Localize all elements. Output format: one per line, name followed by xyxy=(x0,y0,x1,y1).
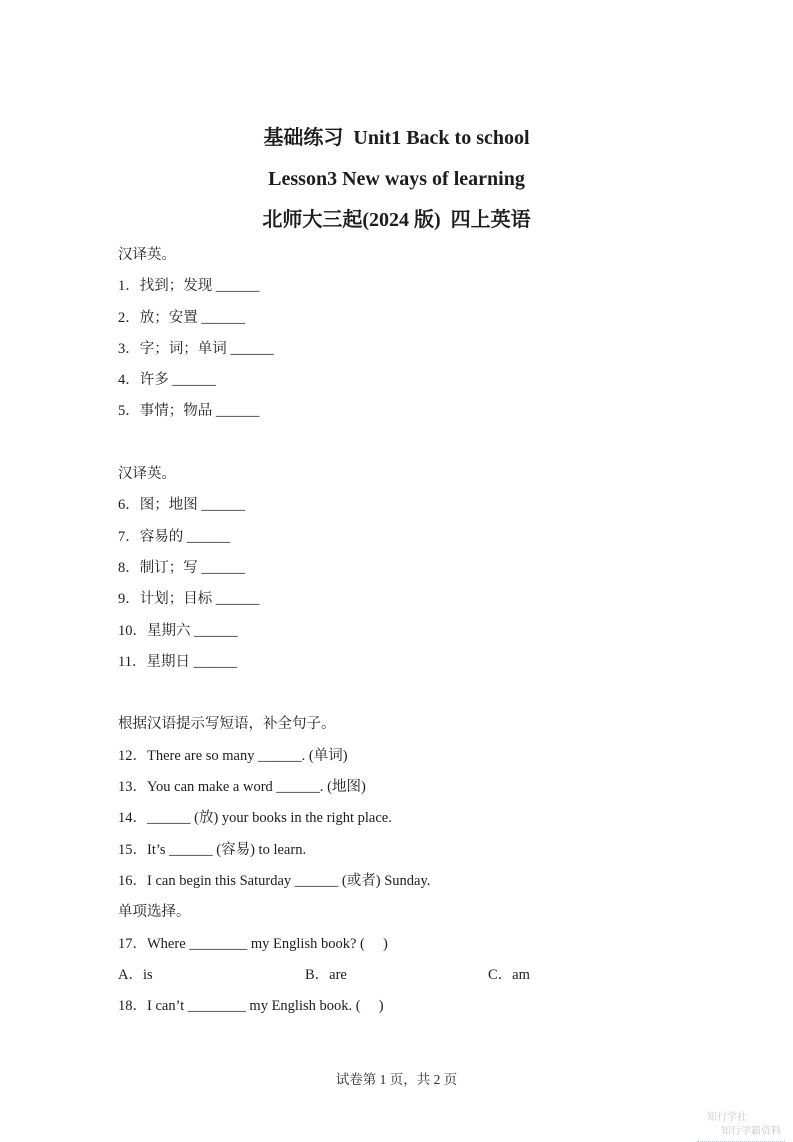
question-number: 3． xyxy=(118,340,140,357)
question-text: 放；安置 ______ xyxy=(139,309,245,326)
question-item-16 xyxy=(118,866,698,897)
question-17-options xyxy=(118,960,698,991)
question-item-3 xyxy=(118,334,698,365)
question-item-7 xyxy=(118,522,698,553)
question-number: 12． xyxy=(118,747,147,764)
question-number: 13． xyxy=(118,779,147,796)
question-number: 7． xyxy=(118,528,140,545)
option-b xyxy=(305,960,488,991)
option-c xyxy=(488,960,530,991)
question-number: 2． xyxy=(118,309,140,326)
question-item-5 xyxy=(118,396,698,427)
question-item-10 xyxy=(118,616,698,647)
document-title-line-1: 基础练习 Unit1 Back to school xyxy=(263,127,530,149)
question-number: 8． xyxy=(118,559,140,576)
question-item-1 xyxy=(118,271,698,302)
question-text: There are so many ______. (单词) xyxy=(147,747,348,764)
option-text: are xyxy=(329,966,347,983)
question-item-14 xyxy=(118,803,698,834)
option-a xyxy=(118,960,305,991)
option-letter: C． xyxy=(488,966,513,983)
question-text: 计划；目标 ______ xyxy=(139,591,260,608)
question-text: 许多 ______ xyxy=(139,372,216,389)
question-text: 事情；物品 ______ xyxy=(139,403,260,420)
question-item-15 xyxy=(118,835,698,866)
question-text: Where ________ my English book? ( ) xyxy=(147,935,388,952)
question-number: 10． xyxy=(118,622,147,639)
section-heading-1: 汉译英。 xyxy=(118,247,176,263)
page-footer: 试卷第 1 页，共 2 页 xyxy=(335,1072,458,1087)
document-title-line-2: Lesson3 New ways of learning xyxy=(268,168,525,190)
question-text: 星期日 ______ xyxy=(146,653,238,670)
question-text: 制订；写 ______ xyxy=(139,559,245,576)
question-number: 14． xyxy=(118,810,147,827)
question-number: 16． xyxy=(118,872,147,889)
question-text: 字；词；单词 ______ xyxy=(139,340,274,357)
watermark-right-text: 知行学霸资料 xyxy=(721,1126,781,1137)
question-text: ______ (放) your books in the right place. xyxy=(147,810,392,827)
section-heading-2: 汉译英。 xyxy=(118,466,176,483)
question-item-4 xyxy=(118,365,698,396)
exam-body xyxy=(118,240,698,1022)
question-text: 图；地图 ______ xyxy=(139,497,245,514)
question-number: 6． xyxy=(118,497,140,514)
option-text: is xyxy=(142,966,153,983)
watermark-left-text: 知行学社 xyxy=(707,1112,747,1123)
watermark xyxy=(697,1097,785,1142)
question-number: 4． xyxy=(118,372,140,389)
question-text: I can begin this Saturday ______ (或者) Sunday. xyxy=(147,872,431,889)
question-number: 18． xyxy=(118,998,147,1015)
question-number: 1． xyxy=(118,278,140,295)
section-gap xyxy=(118,678,698,709)
question-text: You can make a word ______. (地图) xyxy=(147,779,366,796)
question-item-8 xyxy=(118,553,698,584)
question-text: I can’t ________ my English book. ( ) xyxy=(147,998,384,1015)
question-number: 9． xyxy=(118,591,140,608)
question-number: 5． xyxy=(118,403,140,420)
question-item-6 xyxy=(118,490,698,521)
question-item-11 xyxy=(118,647,698,678)
question-text: 容易的 ______ xyxy=(139,528,231,545)
question-item-9 xyxy=(118,584,698,615)
question-text: 找到；发现 ______ xyxy=(139,278,260,295)
question-item-12 xyxy=(118,741,698,772)
section-heading-3: 根据汉语提示写短语，补全句子。 xyxy=(118,716,336,733)
question-text: It’s ______ (容易) to learn. xyxy=(147,841,307,858)
question-number: 11． xyxy=(118,653,147,670)
question-number: 15． xyxy=(118,841,147,858)
document-title-block xyxy=(0,118,793,241)
option-letter: B． xyxy=(305,966,330,983)
question-text: 星期六 ______ xyxy=(147,622,238,639)
question-item-13 xyxy=(118,772,698,803)
question-item-2 xyxy=(118,303,698,334)
question-item-17 xyxy=(118,929,698,960)
option-letter: A． xyxy=(118,966,143,983)
section-gap xyxy=(118,428,698,459)
option-text: am xyxy=(512,966,530,983)
document-title-line-3: 北师大三起(2024 版) 四上英语 xyxy=(262,209,531,231)
question-item-18 xyxy=(118,991,698,1022)
question-number: 17． xyxy=(118,935,147,952)
section-heading-4: 单项选择。 xyxy=(118,904,191,921)
